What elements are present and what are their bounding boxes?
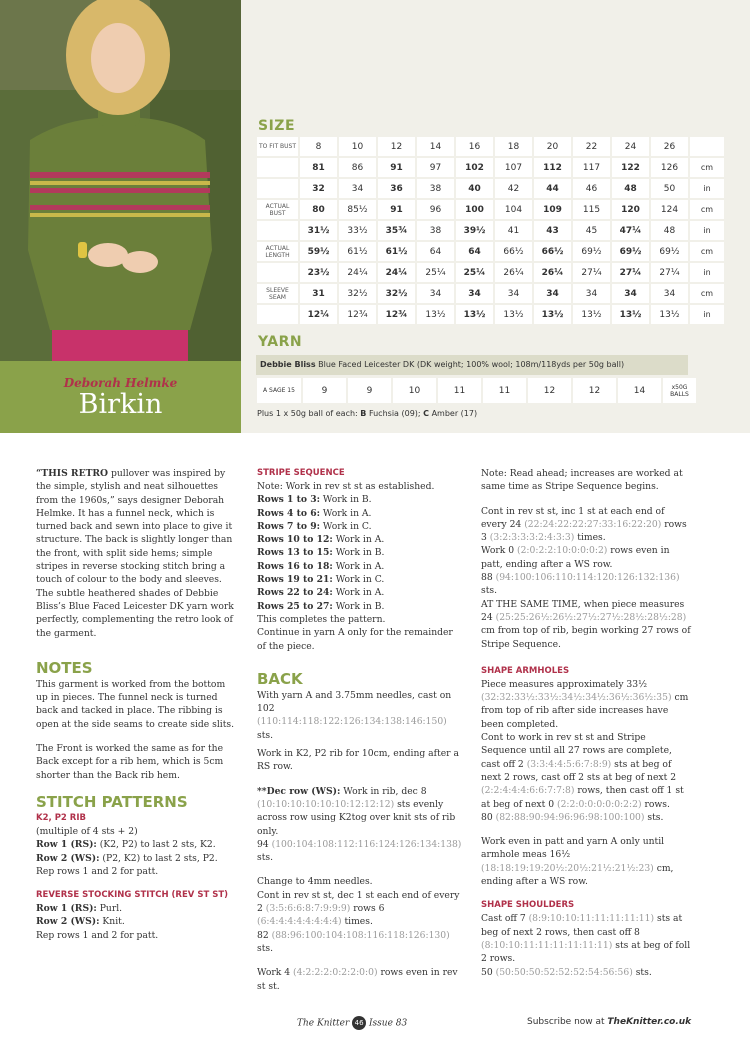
size-cell: 10 (339, 137, 376, 156)
armholes-work-even (481, 835, 691, 888)
shoulders-st-count-sizes: (50:50:50:52:52:52:54:56:56) (495, 966, 633, 978)
back-dec-each-end-a: Cont in rev st st, dec 1 st each end of every 2 (257, 889, 460, 915)
yarn-ball-count: 9 (303, 378, 346, 403)
size-unit: in (690, 263, 724, 282)
size-row (257, 200, 724, 219)
size-unit: cm (690, 242, 724, 261)
shoulders-cast-off-c: sts at beg of foll 2 rows. (481, 939, 691, 965)
size-cell: 16 (456, 137, 493, 156)
back-st-count (257, 929, 462, 956)
size-cell: 45 (573, 221, 610, 240)
size-row (257, 305, 724, 324)
back-rib: Work in K2, P2 rib for 10cm, ending after a RS row. (257, 748, 459, 773)
designer-name: Deborah Helmke (63, 376, 178, 390)
size-cell: 46 (573, 179, 610, 198)
model-photo (0, 0, 241, 361)
size-cell: 86 (339, 158, 376, 177)
same-time-sizes: (25:25:26½:26½:27½:27½:28½:28½:28) (495, 611, 687, 623)
shape-armholes-heading: SHAPE ARMHOLES (481, 665, 570, 676)
k2p2-row-2-label: Row 2 (WS): (36, 852, 100, 864)
rev-row-1-text: Purl. (96, 903, 123, 915)
size-cell: 47¼ (612, 221, 649, 240)
size-cell: 38 (417, 179, 454, 198)
size-cell: 124 (651, 200, 688, 219)
size-cell: 104 (495, 200, 532, 219)
dec-row-b: sts evenly across row using K2tog over knit sts of rib only. (257, 798, 456, 837)
size-cell: 100 (456, 200, 493, 219)
stripe-row (257, 546, 462, 559)
size-cell: 91 (378, 200, 415, 219)
back-heading: BACK (257, 669, 303, 688)
yarn-ball-count: 12 (528, 378, 571, 403)
back-work-even (257, 966, 462, 993)
size-cell: 32½ (339, 284, 376, 303)
back-work-even-a: Work 4 (257, 967, 293, 979)
stripe-row-text: Work in C. (320, 520, 372, 532)
dec-count-sizes: (100:104:108:112:116:124:126:134:138) (271, 838, 462, 850)
inc-sizes: (22:24:22:22:27:33:16:22:20) (524, 518, 662, 530)
footer-subscribe (527, 1017, 691, 1027)
size-cell: 43 (534, 221, 571, 240)
yarn-table (255, 376, 698, 405)
extra-yarn-prefix: Plus 1 x 50g ball of each: (257, 409, 361, 418)
stripe-list (257, 493, 462, 613)
rev-row-2-text: Knit. (99, 916, 125, 928)
size-cell: 39½ (456, 221, 493, 240)
back-cast-on (257, 689, 462, 742)
yarn-unit: x50G BALLS (663, 378, 696, 403)
size-row-label (257, 221, 298, 240)
size-cell: 13½ (495, 305, 532, 324)
size-cell: 33½ (339, 221, 376, 240)
stripe-row-text: Work in A. (332, 560, 385, 572)
size-row (257, 179, 724, 198)
back-dec-each-end-sizes-2: (6:4:4:4:4:4:4:4:4) (257, 916, 342, 928)
size-row-label (257, 158, 298, 177)
shoulders-st-count-a: 50 (481, 966, 496, 978)
size-cell: 24¼ (378, 263, 415, 282)
back-dec-each-end-sizes: (3:5:6:6:8:7:9:9:9) (265, 903, 351, 915)
extra-yarn-b: B (360, 409, 367, 418)
size-cell: 25¼ (456, 263, 493, 282)
size-row-label: ACTUAL LENGTH (257, 242, 298, 261)
st-count-a: 88 (481, 572, 496, 584)
size-cell: 34 (456, 284, 493, 303)
same-time-b: cm from top of rib, begin working 27 rows of Stripe Sequence. (481, 625, 691, 650)
back-cast-on-sizes: (110:114:118:122:126:134:138:146:150) (257, 716, 447, 728)
stripe-row-text: Work in A. (320, 507, 372, 519)
notes-paragraph-1: This garment is worked from the bottom up in pieces. The funnel neck is turned back and tacked in place. The ribbing is open at the side seams to create side slits. (36, 678, 235, 730)
size-cell: 24¼ (339, 263, 376, 282)
read-ahead-note: Note: Read ahead; increases are worked at same time as Stripe Sequence begins. (481, 468, 683, 493)
size-unit: in (690, 221, 724, 240)
stripe-row-label: Rows 19 to 21: (257, 574, 333, 586)
back-work-even-b: rows even in rev st st. (257, 967, 458, 992)
yarn-ball-count: 9 (348, 378, 391, 403)
size-cell: 13½ (456, 305, 493, 324)
size-cell: 34 (573, 284, 610, 303)
size-title: SIZE (258, 118, 296, 134)
size-cell: 36 (378, 179, 415, 198)
stripe-note: Note: Work in rev st st as established. (257, 481, 435, 492)
size-row (257, 284, 724, 303)
size-cell: 50 (651, 179, 688, 198)
size-cell: 18 (495, 137, 532, 156)
size-cell: 120 (612, 200, 649, 219)
size-cell: 24 (612, 137, 649, 156)
size-table (255, 135, 726, 326)
stitch-patterns-heading: STITCH PATTERNS (36, 792, 188, 811)
armholes-cast-off-sizes-2: (2:2:4:4:4:6:6:7:7:8) (481, 785, 575, 797)
stripe-row-text: Work in C. (332, 574, 385, 586)
size-row-label (257, 305, 298, 324)
stripe-row-label: Rows 10 to 12: (257, 534, 333, 546)
stripe-row-label: Rows 25 to 27: (257, 600, 333, 612)
back-cast-on-a: With yarn A and 3.75mm needles, cast on 102 (257, 689, 452, 715)
shoulders-st-count-b: sts. (632, 966, 652, 978)
size-cell: 13½ (651, 305, 688, 324)
stripe-row-text: Work in A. (332, 587, 385, 599)
size-row-label (257, 263, 298, 282)
size-cell: 20 (534, 137, 571, 156)
pattern-name: Birkin (78, 389, 163, 420)
back-dec-count (257, 838, 462, 865)
shoulders-cast-off-a: Cast off 7 (481, 913, 529, 925)
column-3 (481, 467, 691, 979)
size-cell: 34 (612, 284, 649, 303)
inc-c: times. (574, 532, 606, 544)
size-cell: 23½ (300, 263, 337, 282)
stripe-row-text: Work in A. (332, 534, 385, 546)
size-cell: 32 (300, 179, 337, 198)
back-st-count-sizes: (88:96:100:104:108:116:118:126:130) (271, 929, 450, 941)
size-cell: 61½ (339, 242, 376, 261)
k2p2-row-1-label: Row 1 (RS): (36, 839, 97, 851)
extra-yarn (257, 409, 477, 418)
armholes-st-count (481, 811, 691, 824)
size-cell: 38 (417, 221, 454, 240)
shoulders-st-count (481, 966, 691, 979)
size-cell: 35¾ (378, 221, 415, 240)
size-cell: 66½ (495, 242, 532, 261)
yarn-row (257, 378, 696, 403)
extra-yarn-c-name: Amber (17) (429, 409, 478, 418)
size-cell: 14 (417, 137, 454, 156)
st-count-paragraph (481, 571, 691, 598)
armholes-measure-a: Piece measures approximately 33½ (481, 678, 648, 690)
subscribe-link[interactable]: TheKnitter.co.uk (607, 1017, 692, 1027)
size-cell: 44 (534, 179, 571, 198)
size-cell: 8 (300, 137, 337, 156)
size-row (257, 137, 724, 156)
size-cell: 59½ (300, 242, 337, 261)
size-cell: 96 (417, 200, 454, 219)
armholes-measure-b: cm from top of rib after side increases have been completed. (481, 692, 689, 730)
notes-paragraph-2: The Front is worked the same as for the Back except for a rib hem, which is 5cm shorter than the Back rib hem. (36, 743, 224, 781)
armholes-st-count-sizes: (82:88:90:94:96:96:98:100:100) (495, 811, 645, 823)
size-cell: 115 (573, 200, 610, 219)
size-unit: in (690, 179, 724, 198)
stripe-end-1: This completes the pattern. (257, 613, 386, 625)
rev-repeat: Rep rows 1 and 2 for patt. (36, 929, 159, 941)
size-cell: 97 (417, 158, 454, 177)
size-cell: 91 (378, 158, 415, 177)
back-st-count-b: sts. (257, 942, 274, 954)
size-cell: 66½ (534, 242, 571, 261)
shoulders-cast-off-b: sts at beg of next 2 rows, then cast off 8 (481, 913, 683, 938)
size-cell: 31 (300, 284, 337, 303)
size-cell: 102 (456, 158, 493, 177)
inc-a: Cont in rev st st, inc 1 st at each end of every 24 (481, 505, 665, 530)
column-1 (36, 467, 236, 942)
intro-lead: “THIS RETRO (36, 468, 109, 479)
size-unit: in (690, 305, 724, 324)
armholes-st-count-a: 80 (481, 811, 496, 823)
size-cell: 41 (495, 221, 532, 240)
size-cell: 40 (456, 179, 493, 198)
shoulders-cast-off-sizes: (8:9:10:10:11:11:11:11:11) (528, 913, 655, 925)
stripe-row-label: Rows 22 to 24: (257, 587, 333, 599)
yarn-ball-count: 11 (483, 378, 526, 403)
column-2 (257, 467, 462, 993)
rev-row-1 (36, 902, 236, 915)
size-cell: 34 (651, 284, 688, 303)
k2p2-multiple: (multiple of 4 sts + 2) (36, 825, 138, 837)
size-cell: 117 (573, 158, 610, 177)
dec-count-b: sts. (257, 852, 274, 864)
size-cell: 48 (651, 221, 688, 240)
back-st-count-a: 82 (257, 929, 272, 941)
armholes-work-even-sizes: (18:18:19:19:20½:20½:21½:21½:23) (481, 862, 654, 874)
dec-row-sizes: (10:10:10:10:10:10:12:12:12) (257, 798, 395, 810)
inc-paragraph (481, 505, 691, 545)
shoulders-cast-off-sizes-2: (8:10:10:11:11:11:11:11:11) (481, 939, 613, 951)
stripe-row (257, 600, 462, 613)
work-even-paragraph (481, 544, 691, 571)
k2p2-row-2 (36, 852, 236, 865)
magazine-name: The Knitter (297, 1018, 350, 1029)
size-cell: 109 (534, 200, 571, 219)
size-cell: 12¾ (378, 305, 415, 324)
size-cell: 48 (612, 179, 649, 198)
work-even-a: Work 0 (481, 545, 517, 557)
armholes-cast-off-a: Cont to work in rev st st and Stripe Sequence until all 27 rows are complete, cast off 2 (481, 732, 672, 770)
size-unit (690, 137, 724, 156)
stripe-row (257, 493, 462, 506)
same-time-paragraph (481, 598, 691, 651)
rev-row-2-label: Row 2 (WS): (36, 916, 100, 928)
size-cell: 13½ (612, 305, 649, 324)
size-unit: cm (690, 284, 724, 303)
armholes-cast-off (481, 731, 691, 811)
footer-magazine (297, 1016, 407, 1030)
size-cell: 12¼ (300, 305, 337, 324)
dec-row-a: Work in rib, dec 8 (340, 785, 427, 797)
size-unit: cm (690, 200, 724, 219)
back-cast-on-b: sts. (257, 729, 274, 741)
yarn-ball-count: 10 (393, 378, 436, 403)
yarn-row-label: A SAGE 15 (257, 378, 301, 403)
yarn-ball-count: 11 (438, 378, 481, 403)
stripe-row-label: Rows 4 to 6: (257, 507, 320, 519)
notes-heading: NOTES (36, 658, 93, 677)
stripe-row-text: Work in B. (332, 600, 385, 612)
back-dec-each-end-b: rows 6 (350, 903, 385, 915)
stripe-row-label: Rows 13 to 15: (257, 547, 333, 559)
size-cell: 126 (651, 158, 688, 177)
size-cell: 80 (300, 200, 337, 219)
back-dec-each-end-c: times. (341, 916, 373, 928)
size-cell: 81 (300, 158, 337, 177)
armholes-work-even-a: Work even in patt and yarn A only until armhole meas 16½ (481, 836, 665, 861)
back-dec-row (257, 785, 462, 838)
stripe-row-label: Rows 7 to 9: (257, 520, 320, 532)
stripe-sequence-heading: STRIPE SEQUENCE (257, 468, 345, 478)
size-cell: 12 (378, 137, 415, 156)
size-cell: 34 (417, 284, 454, 303)
size-row-label: SLEEVE SEAM (257, 284, 298, 303)
size-cell: 32½ (378, 284, 415, 303)
page-number: 46 (352, 1016, 366, 1030)
stripe-end-2: Continue in yarn A only for the remainder of the piece. (257, 627, 453, 652)
armholes-measure-sizes: (32:32:33½:33½:34½:34½:36½:36½:35) (481, 692, 672, 704)
work-even-sizes: (2:0:2:2:10:0:0:0:2) (517, 545, 608, 557)
yarn-ball-count: 12 (573, 378, 616, 403)
size-cell: 25¼ (417, 263, 454, 282)
st-count-b: sts. (481, 585, 498, 597)
armholes-cast-off-sizes: (3:3:4:4:5:6:7:8:9) (526, 758, 612, 770)
k2p2-row-1-text: (K2, P2) to last 2 sts, K2. (96, 839, 216, 851)
shoulders-cast-off (481, 912, 691, 965)
k2p2-repeat: Rep rows 1 and 2 for patt. (36, 865, 159, 877)
stripe-row (257, 533, 462, 546)
size-row (257, 158, 724, 177)
size-row (257, 242, 724, 261)
yarn-title: YARN (258, 334, 303, 350)
stripe-row (257, 573, 462, 586)
size-cell: 34 (339, 179, 376, 198)
size-row-label: TO FIT BUST (257, 137, 298, 156)
size-cell: 64 (456, 242, 493, 261)
size-cell: 27¼ (573, 263, 610, 282)
armholes-work-even-b: cm, ending after a WS row. (481, 862, 674, 888)
subscribe-text: Subscribe now at (527, 1017, 608, 1027)
rev-row-1-label: Row 1 (RS): (36, 903, 97, 915)
k2p2-rib-heading: K2, P2 RIB (36, 812, 86, 823)
stripe-row-text: Work in B. (332, 547, 385, 559)
size-cell: 31½ (300, 221, 337, 240)
size-cell: 27¼ (651, 263, 688, 282)
back-work-even-sizes: (4:2:2:2:0:2:2:0:0) (293, 967, 378, 979)
k2p2-row-2-text: (P2, K2) to last 2 sts, P2. (99, 852, 218, 864)
size-row (257, 221, 724, 240)
size-cell: 42 (495, 179, 532, 198)
size-cell: 34 (534, 284, 571, 303)
back-change-needles: Change to 4mm needles. (257, 876, 373, 888)
size-cell: 26 (651, 137, 688, 156)
size-cell: 13½ (417, 305, 454, 324)
stripe-row (257, 560, 462, 573)
back-dec-each-end (257, 889, 462, 929)
inc-b: rows 3 (481, 518, 687, 544)
armholes-measure (481, 678, 691, 731)
armholes-cast-off-c: rows, then cast off 1 st at beg of next 0 (481, 785, 684, 810)
size-cell: 64 (417, 242, 454, 261)
size-cell: 26¼ (495, 263, 532, 282)
same-time-a: AT THE SAME TIME, when piece measures 24 (481, 598, 685, 623)
size-cell: 34 (495, 284, 532, 303)
k2p2-row-1 (36, 838, 236, 851)
stripe-row (257, 507, 462, 520)
size-row (257, 263, 724, 282)
size-cell: 69½ (573, 242, 610, 261)
size-cell: 12¾ (339, 305, 376, 324)
armholes-st-count-b: sts. (644, 811, 664, 823)
yarn-ball-count: 14 (618, 378, 661, 403)
size-row-label: ACTUAL BUST (257, 200, 298, 219)
size-cell: 26¼ (534, 263, 571, 282)
size-cell: 112 (534, 158, 571, 177)
armholes-cast-off-d: rows. (641, 798, 670, 810)
st-count-sizes: (94:100:106:110:114:120:126:132:136) (495, 572, 680, 584)
rev-row-2 (36, 915, 236, 928)
issue-number: Issue 83 (369, 1018, 408, 1029)
extra-yarn-c: C (423, 409, 430, 418)
size-row-label (257, 179, 298, 198)
dec-count-a: 94 (257, 838, 272, 850)
stripe-row-text: Work in B. (320, 494, 372, 506)
title-box (0, 361, 241, 433)
extra-yarn-b-name: Fuchsia (09); (366, 409, 424, 418)
armholes-cast-off-sizes-3: (2:2:0:0:0:0:0:2:2) (556, 798, 642, 810)
size-cell: 22 (573, 137, 610, 156)
size-cell: 69½ (612, 242, 649, 261)
shape-shoulders-heading: SHAPE SHOULDERS (481, 900, 575, 911)
dec-row-label: **Dec row (WS): (257, 785, 341, 797)
armholes-cast-off-b: sts at beg of next 2 rows, cast off 2 sts at beg of next 2 (481, 758, 677, 783)
size-cell: 13½ (534, 305, 571, 324)
stripe-row (257, 586, 462, 599)
rev-st-st-heading: REVERSE STOCKING STITCH (REV ST ST) (36, 890, 229, 901)
size-cell: 27¼ (612, 263, 649, 282)
stripe-row-label: Rows 16 to 18: (257, 560, 333, 572)
yarn-brand: Debbie Bliss (260, 360, 316, 369)
size-cell: 85½ (339, 200, 376, 219)
yarn-details: Blue Faced Leicester DK (DK weight; 100% wool; 108m/118yds per 50g ball) (315, 360, 625, 369)
yarn-description (256, 355, 688, 375)
size-cell: 107 (495, 158, 532, 177)
intro-text: pullover was inspired by the simple, stylish and neat silhouettes from the 1960s,” says designer Deborah Helmke. It has a funnel neck, which is turned back and sewn into place to give it structure. The back is slightly longer than the front, with split side hems; simple stripes in reverse stocking stitch bring a touch of colour to the body and sleeves. The subtle heathered shades of Debbie Bliss’s Blue Faced Leicester DK yarn work perfectly, complementing the retro look of the garment. (36, 468, 234, 639)
intro-paragraph (36, 467, 236, 640)
inc-sizes-2: (3:2:3:3:3:2:4:3:3) (489, 532, 575, 544)
work-even-b: rows even in patt, ending after a WS row. (481, 545, 670, 570)
stripe-row (257, 520, 462, 533)
size-cell: 122 (612, 158, 649, 177)
size-cell: 13½ (573, 305, 610, 324)
size-unit: cm (690, 158, 724, 177)
stripe-row-label: Rows 1 to 3: (257, 494, 320, 506)
size-cell: 69½ (651, 242, 688, 261)
size-cell: 61½ (378, 242, 415, 261)
